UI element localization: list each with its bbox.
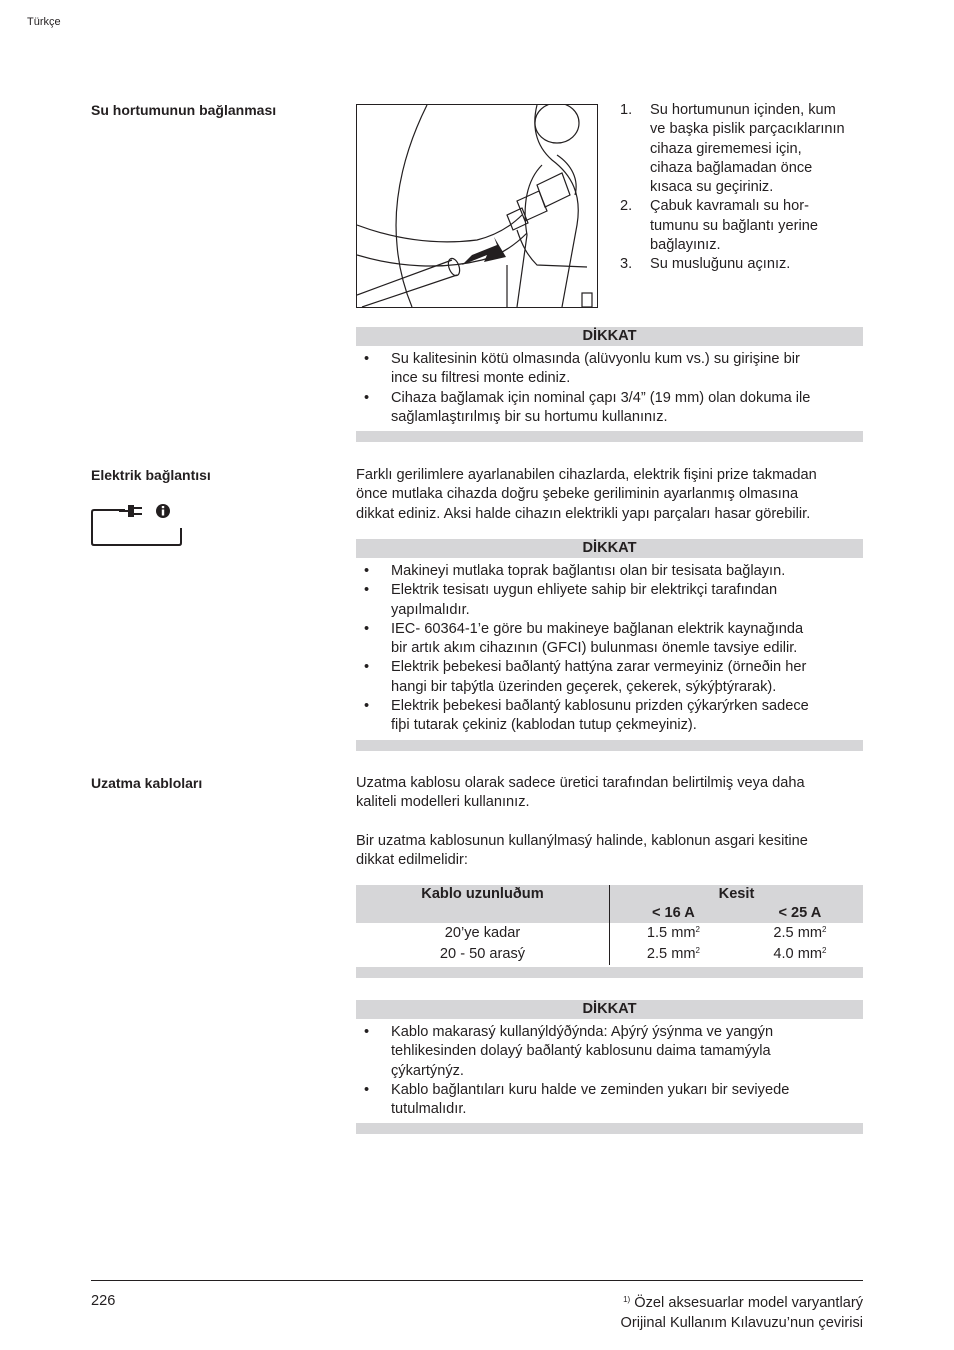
footnote-mark: 1) [623,1295,631,1304]
step-line: Su musluğunu açınız. [650,256,791,273]
bullet: • [364,389,370,406]
bullet: • [364,659,370,676]
warning-footer-bar [356,431,863,442]
unit-superscript: 2 [822,925,827,934]
subheader-16a: < 16 A [610,904,737,923]
footnote [620,1293,863,1313]
water-hose-steps [620,101,870,275]
warning-list [356,346,863,427]
language-label: Türkçe [27,16,61,28]
translation-note: Orijinal Kullanım Kılavuzu’nun çevirisi [620,1315,863,1331]
step-line: Çabuk kavramalı su hor- [650,198,809,215]
footer-notes [620,1293,863,1333]
warning-line: hangi bir taþýtla üzerinden geçerek, çekerek, sýkýþtýrarak). [391,678,777,695]
paragraph-line: Uzatma kablosu olarak sadece üretici tarafından belirtilmiş veya daha [356,775,805,791]
cell-value: 2.5 mm [773,925,823,941]
bullet: • [364,582,370,599]
plug-warning-icon [91,500,183,548]
extension-warning-box [356,1000,863,1134]
cell-value: 2.5 mm [646,946,696,962]
step-number: 3. [620,256,633,273]
warning-line: fiþi tutarak çekiniz (kablodan tutup çekmeyiniz). [391,717,697,734]
cable-section-table [356,885,863,965]
warning-line: tutulmalıdır. [391,1101,467,1118]
warning-item [356,581,863,620]
warning-item [356,1023,863,1081]
cell-25a [737,944,863,965]
unit-superscript: 2 [822,946,827,955]
bullet: • [364,563,370,579]
cell-16a [610,944,737,965]
warning-list [356,558,863,736]
step-line: kısaca su geçiriniz. [650,179,774,196]
water-warning-box [356,327,863,442]
warning-line: ince su filtresi monte ediniz. [391,370,571,387]
extension-paragraph-2 [356,832,871,871]
step-line: cihaza bağlamadan önce [650,159,813,176]
hose-connection-illustration [356,104,598,308]
step-number: 1. [620,102,633,118]
warning-line: tehlikesinden dolayý baðlantý kablosunu daima tamamýyla [391,1043,771,1060]
warning-line: Kablo makarasý kullanýldýðýnda: Aþýrý ýsýnma ve yangýn [391,1024,774,1040]
warning-line: Elektrik tesisatı uygun ehliyete sahip bir elektrikçi tarafından [391,582,778,599]
paragraph-line: dikkat ediniz. Aksi halde cihazın elektrikli yapı parçaları hasar görebilir. [356,505,811,522]
step-line: cihaza girememesi için, [650,140,802,157]
warning-list [356,1019,863,1119]
warning-line: Elektrik þebekesi baðlantý kablosunu prizden çýkarýrken sadece [391,698,809,715]
paragraph-line: önce mutlaka cihazda doğru şebeke geriliminin ayarlanmış olmasına [356,486,799,503]
extension-heading: Uzatma kabloları [91,775,203,791]
warning-line: Makineyi mutlaka toprak bağlantısı olan bir tesisata bağlayın. [391,563,786,579]
unit-superscript: 2 [695,925,700,934]
paragraph-line: Farklı gerilimlere ayarlanabilen cihazlarda, elektrik fişini prize takmadan [356,467,817,483]
cell-length: 20’ye kadar [444,925,521,941]
warning-line: IEC- 60364-1’e göre bu makineye bağlanan elektrik kaynağında [391,620,804,637]
warning-footer-bar [356,1123,863,1134]
electric-heading: Elektrik bağlantısı [91,467,211,483]
warning-item [356,620,863,659]
warning-item [356,697,863,736]
cable-table-wrapper [356,885,863,978]
bullet: • [364,1024,370,1040]
paragraph-line: kaliteli modelleri kullanınız. [356,794,530,811]
table-footer-bar [356,967,863,978]
table-row [356,944,863,965]
step-item [620,197,870,255]
warning-line: çýkartýnýz. [391,1062,464,1079]
warning-title: DİKKAT [356,1000,863,1019]
warning-title: DİKKAT [356,327,863,346]
step-line: Su hortumunun içinden, kum [650,102,836,118]
warning-line: yapılmalıdır. [391,601,470,618]
warning-item [356,1081,863,1120]
bullet: • [364,698,370,715]
electric-warning-box [356,539,863,751]
paragraph-line: dikkat edilmelidir: [356,852,468,869]
step-item [620,255,870,274]
step-line: ve başka pislik parçacıklarının [650,121,845,138]
warning-line: Cihaza bağlamak için nominal çapı 3/4” (19 mm) olan dokuma ile [391,389,811,406]
warning-line: bir artık akım cihazının (GFCI) bulunması önemle tavsiye edilir. [391,640,798,657]
col-header-length: Kablo uzunluðum [356,885,610,923]
col-header-section: Kesit [610,885,864,904]
footer-divider [91,1280,863,1281]
bullet: • [364,351,370,367]
page-number: 226 [91,1293,116,1309]
warning-footer-bar [356,740,863,751]
extension-paragraph-1 [356,774,871,813]
warning-item [356,389,863,428]
warning-line: Elektrik þebekesi baðlantý hattýna zarar vermeyiniz (örneðin her [391,659,807,676]
water-hose-heading: Su hortumunun bağlanması [91,102,277,118]
hose-connection-drawing [357,105,597,307]
bullet: • [364,620,370,637]
cell-length: 20 - 50 arasý [439,946,526,962]
warning-line: Kablo bağlantıları kuru halde ve zeminden yukarı bir seviyede [391,1081,790,1098]
paragraph-line: Bir uzatma kablosunun kullanýlmasý halinde, kablonun asgari kesitine [356,833,808,849]
cell-value: 4.0 mm [773,946,823,962]
subheader-25a: < 25 A [737,904,863,923]
electric-paragraph [356,466,871,524]
warning-line: sağlamlaştırılmış bir su hortumu kullanınız. [391,408,668,425]
warning-item [356,350,863,389]
step-line: tumunu su bağlantı yerine [650,217,818,234]
step-number: 2. [620,198,633,215]
cell-value: 1.5 mm [646,925,696,941]
cell-16a [610,923,737,944]
warning-title: DİKKAT [356,539,863,558]
warning-item [356,562,863,581]
bullet: • [364,1081,370,1098]
cell-25a [737,923,863,944]
unit-superscript: 2 [695,946,700,955]
footnote-text: Özel aksesuarlar model varyantlarý [634,1295,863,1311]
step-line: bağlayınız. [650,237,721,254]
warning-line: Su kalitesinin kötü olmasında (alüvyonlu kum vs.) su girişine bir [391,351,800,367]
step-item [620,101,870,197]
warning-item [356,658,863,697]
table-row [356,923,863,944]
